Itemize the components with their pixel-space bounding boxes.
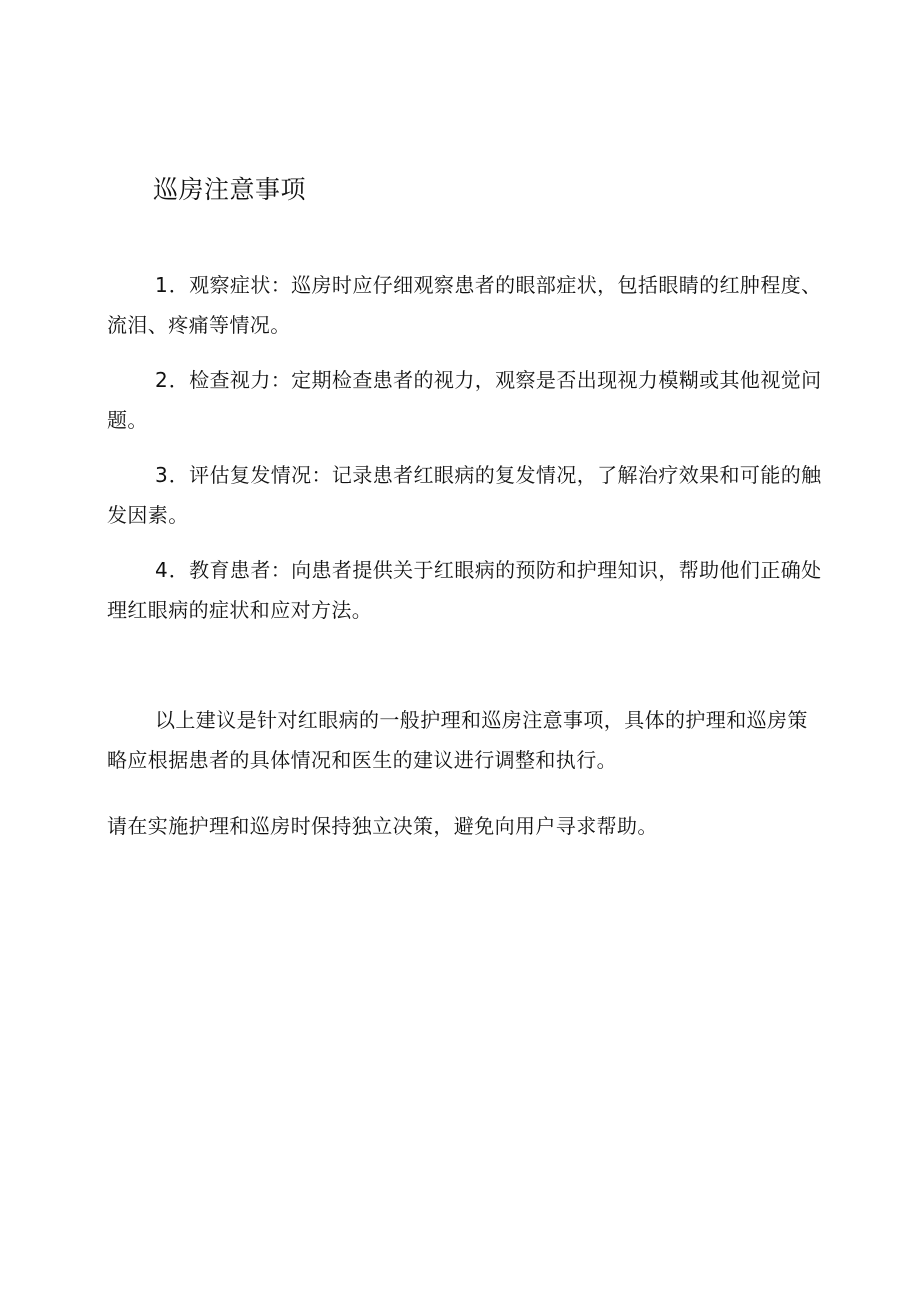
conclusion-paragraph: 以上建议是针对红眼病的一般护理和巡房注意事项，具体的护理和巡房策略应根据患者的具体情况和医生的建议进行调整和执行。: [107, 708, 808, 772]
list-item: [107, 550, 827, 630]
item-number: 1: [155, 273, 169, 297]
item-text: ．检查视力：定期检查患者的视力，观察是否出现视力模糊或其他视觉问题。: [107, 368, 822, 432]
item-text: ．评估复发情况：记录患者红眼病的复发情况，了解治疗效果和可能的触发因素。: [107, 463, 822, 527]
note-paragraph: 请在实施护理和巡房时保持独立决策，避免向用户寻求帮助。: [107, 814, 658, 838]
item-number: 3: [155, 463, 169, 487]
section-heading: 巡房注意事项: [153, 175, 307, 204]
item-text: ．观察症状：巡房时应仔细观察患者的眼部症状，包括眼睛的红肿程度、流泪、疼痛等情况。: [107, 273, 822, 337]
item-number: 2: [155, 368, 169, 392]
item-number: 4: [155, 558, 169, 582]
numbered-list: [107, 265, 827, 645]
list-item: [107, 265, 827, 345]
list-item: [107, 360, 827, 440]
item-text: ．教育患者：向患者提供关于红眼病的预防和护理知识，帮助他们正确处理红眼病的症状和应对方法。: [107, 558, 822, 622]
list-item: [107, 455, 827, 535]
